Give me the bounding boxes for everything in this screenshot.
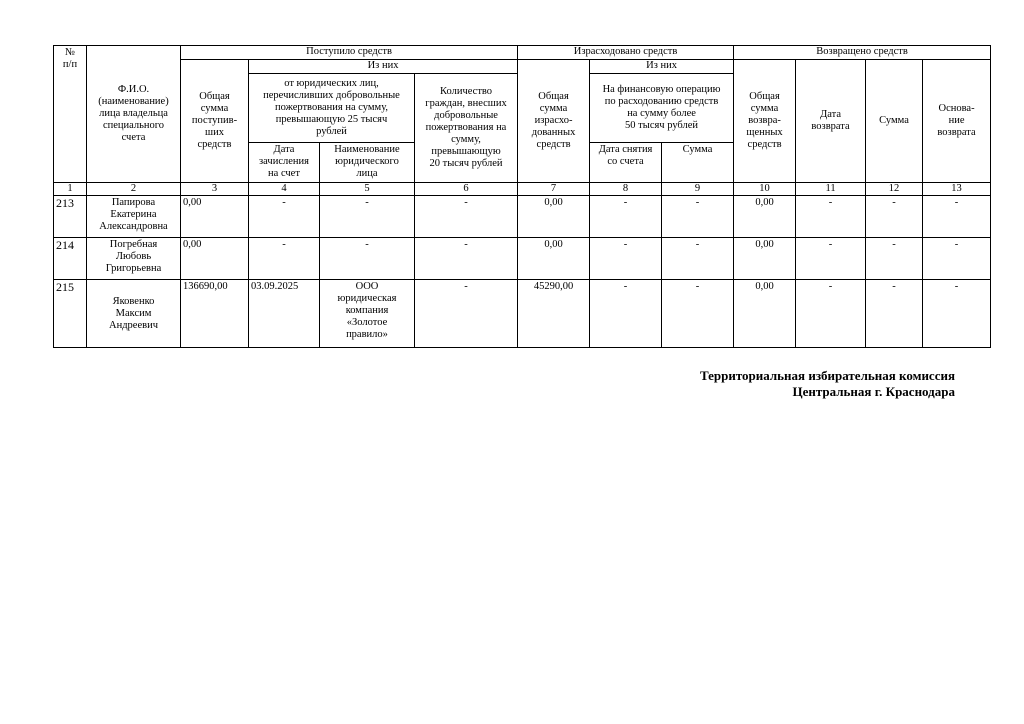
row-credit-date: 03.09.2025 <box>249 280 320 348</box>
row-name: Папирова Екатерина Александровна <box>87 196 181 238</box>
row-return-basis: - <box>923 196 991 238</box>
row-number: 213 <box>54 196 87 238</box>
header-spent-of-them: Из них <box>590 60 734 74</box>
header-return-date: Дата возврата <box>796 60 866 183</box>
row-op-sum: - <box>662 280 734 348</box>
column-number: 7 <box>518 183 590 196</box>
column-number: 4 <box>249 183 320 196</box>
row-total-spent: 0,00 <box>518 238 590 280</box>
row-total-received: 0,00 <box>181 238 249 280</box>
row-citizens: - <box>415 238 518 280</box>
row-total-returned: 0,00 <box>734 238 796 280</box>
column-number: 2 <box>87 183 181 196</box>
row-total-spent: 0,00 <box>518 196 590 238</box>
row-legal-name: ООО юридическая компания «Золотое правило» <box>320 280 415 348</box>
report-table <box>53 45 991 348</box>
row-citizens: - <box>415 280 518 348</box>
header-from-legal: от юридических лиц, перечисливших добровольные пожертвования на сумму, превышающую 25 тысяч рублей <box>249 74 415 143</box>
header-withdraw-date: Дата снятия со счета <box>590 143 662 183</box>
header-return-basis: Основа- ние возврата <box>923 60 991 183</box>
row-total-returned: 0,00 <box>734 196 796 238</box>
row-legal-name: - <box>320 238 415 280</box>
header-returned-group: Возвращено средств <box>734 46 991 60</box>
header-total-spent: Общая сумма израсхо- дованных средств <box>518 60 590 183</box>
column-number: 11 <box>796 183 866 196</box>
header-financial-op: На финансовую операцию по расходованию средств на сумму более 50 тысяч рублей <box>590 74 734 143</box>
row-name: Погребная Любовь Григорьевна <box>87 238 181 280</box>
row-return-date: - <box>796 238 866 280</box>
row-number: 215 <box>54 280 87 348</box>
table-row <box>54 280 991 348</box>
commission-signature <box>700 368 955 400</box>
row-op-sum: - <box>662 196 734 238</box>
header-return-sum: Сумма <box>866 60 923 183</box>
header-credit-date: Дата зачисления на счет <box>249 143 320 183</box>
column-number: 1 <box>54 183 87 196</box>
row-total-received: 0,00 <box>181 196 249 238</box>
header-op-sum: Сумма <box>662 143 734 183</box>
header-num: № п/п <box>54 46 87 183</box>
row-return-sum: - <box>866 238 923 280</box>
header-received-group: Поступило средств <box>181 46 518 60</box>
header-citizens-count: Количество граждан, внесших добровольные пожертвования на сумму, превышающую 20 тысяч рублей <box>415 74 518 183</box>
row-legal-name: - <box>320 196 415 238</box>
row-citizens: - <box>415 196 518 238</box>
table-row <box>54 196 991 238</box>
signature-line-1: Территориальная избирательная комиссия <box>699 368 955 383</box>
row-number: 214 <box>54 238 87 280</box>
column-number: 12 <box>866 183 923 196</box>
row-credit-date: - <box>249 196 320 238</box>
header-fio: Ф.И.О. (наименование) лица владельца специального счета <box>87 46 181 183</box>
row-return-sum: - <box>866 196 923 238</box>
row-withdraw-date: - <box>590 238 662 280</box>
row-credit-date: - <box>249 238 320 280</box>
row-total-returned: 0,00 <box>734 280 796 348</box>
signature-line-2: Центральная г. Краснодара <box>792 384 955 399</box>
row-return-basis: - <box>923 280 991 348</box>
row-return-sum: - <box>866 280 923 348</box>
header-spent-group: Израсходовано средств <box>518 46 734 60</box>
row-return-date: - <box>796 196 866 238</box>
row-op-sum: - <box>662 238 734 280</box>
row-return-basis: - <box>923 238 991 280</box>
row-name: Яковенко Максим Андреевич <box>87 280 181 348</box>
row-total-received: 136690,00 <box>181 280 249 348</box>
table-row <box>54 238 991 280</box>
row-withdraw-date: - <box>590 196 662 238</box>
header-legal-name: Наименование юридического лица <box>320 143 415 183</box>
row-withdraw-date: - <box>590 280 662 348</box>
row-total-spent: 45290,00 <box>518 280 590 348</box>
column-number: 5 <box>320 183 415 196</box>
header-total-received: Общая сумма поступив- ших средств <box>181 60 249 183</box>
column-number: 10 <box>734 183 796 196</box>
header-received-of-them: Из них <box>249 60 518 74</box>
row-return-date: - <box>796 280 866 348</box>
column-number: 3 <box>181 183 249 196</box>
header-total-returned: Общая сумма возвра- щенных средств <box>734 60 796 183</box>
column-number: 8 <box>590 183 662 196</box>
column-number: 9 <box>662 183 734 196</box>
column-number: 13 <box>923 183 991 196</box>
column-number: 6 <box>415 183 518 196</box>
